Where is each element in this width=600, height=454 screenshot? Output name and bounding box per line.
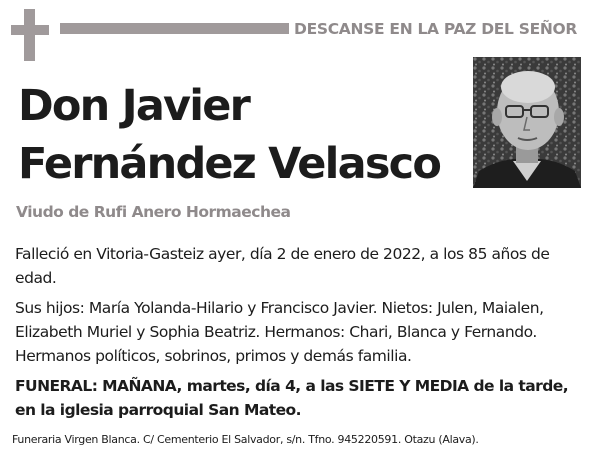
funeral-home-info: Funeraria Virgen Blanca. C/ Cementerio El Salvador, s/n. Tfno. 945220591. Otazu (Alava). <box>12 433 479 446</box>
cross-icon <box>11 9 49 61</box>
deceased-name <box>18 77 458 193</box>
name-line-1: Don Javier <box>18 81 249 131</box>
name-line-2: Fernández Velasco <box>18 139 441 189</box>
header-title: DESCANSE EN LA PAZ DEL SEÑOR <box>294 20 578 38</box>
death-notice: Falleció en Vitoria-Gasteiz ayer, día 2 de enero de 2022, a los 85 años de edad. <box>15 245 550 287</box>
portrait-photo <box>473 57 581 188</box>
funeral-details: FUNERAL: MAÑANA, martes, día 4, a las SIETE Y MEDIA de la tarde, en la iglesia parroquial San Mateo. <box>15 377 569 419</box>
family-list: Sus hijos: María Yolanda-Hilario y Francisco Javier. Nietos: Julen, Maialen, Elizabeth Muriel y Sophia Beatriz. Hermanos: Chari, Blanca y Fernando. Hermanos políticos, sobrinos, primos y demás familia. <box>15 299 544 365</box>
header-rule <box>60 23 289 34</box>
widow-line: Viudo de Rufi Anero Hormaechea <box>16 203 291 221</box>
